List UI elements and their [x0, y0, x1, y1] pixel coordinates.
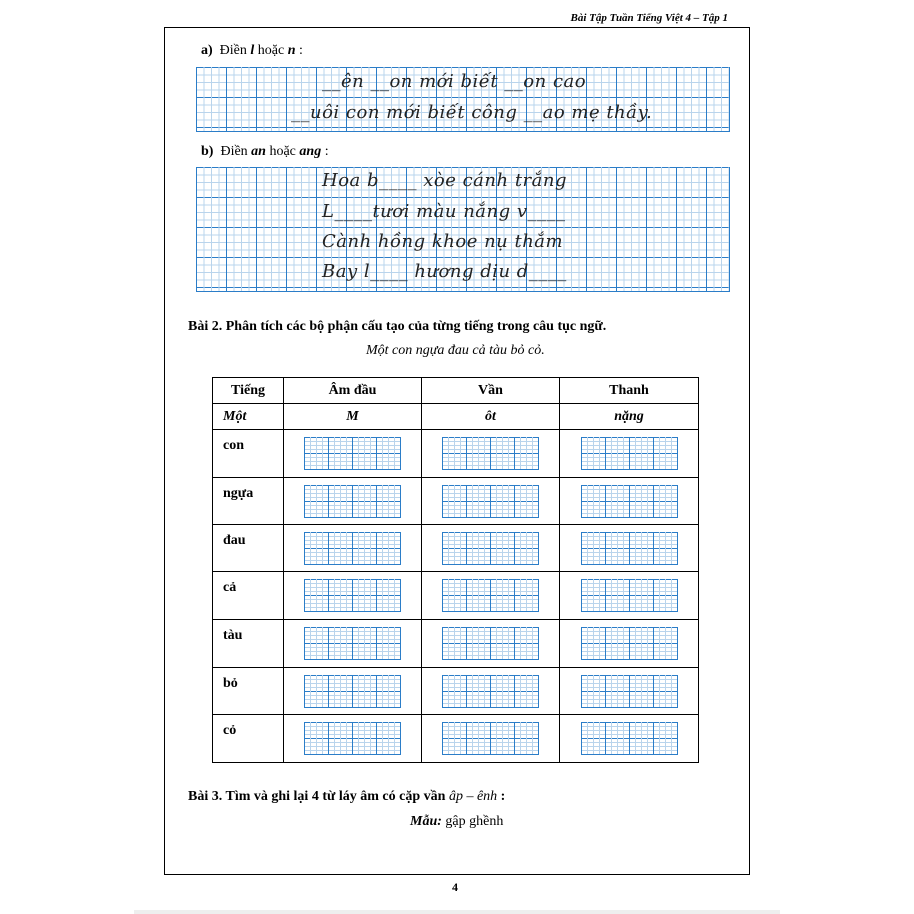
word-cell: con: [213, 430, 284, 478]
part-b-heading: b) Điền an hoặc ang :: [201, 144, 329, 159]
part-a-heading: a) Điền l hoặc n :: [201, 43, 303, 58]
word-cell: ngựa: [213, 478, 284, 525]
answer-cell[interactable]: [284, 668, 422, 715]
table-row: [213, 715, 699, 763]
writing-grid: [581, 627, 678, 660]
answer-cell[interactable]: [422, 478, 560, 525]
table-row: [213, 620, 699, 668]
writing-grid: [442, 722, 539, 755]
writing-grid: [304, 627, 401, 660]
answer-cell[interactable]: [284, 430, 422, 478]
answer-cell[interactable]: [560, 620, 699, 668]
answer-cell[interactable]: [284, 572, 422, 620]
answer-cell[interactable]: [560, 430, 699, 478]
column-header-tieng: Tiếng: [213, 378, 284, 404]
table-row: [213, 572, 699, 620]
part-b-line-3: Cành hồng khoe nụ thắm: [322, 231, 564, 252]
exercise-2-title: Bài 2. Phân tích các bộ phận cấu tạo của từng tiếng trong câu tục ngữ.: [188, 319, 607, 334]
writing-grid: [304, 675, 401, 708]
table-row: [213, 478, 699, 525]
answer-cell[interactable]: [560, 668, 699, 715]
answer-cell[interactable]: [560, 478, 699, 525]
rhyme-pair: âp – ênh: [448, 789, 498, 804]
example-word: Một: [213, 404, 284, 430]
example-van: ôt: [422, 404, 560, 430]
column-header-am-dau: Âm đầu: [284, 378, 422, 404]
proverb-sentence: Một con ngựa đau cả tàu bỏ cỏ.: [366, 343, 545, 358]
word-cell: bỏ: [213, 668, 284, 715]
answer-cell[interactable]: [284, 478, 422, 525]
answer-cell[interactable]: [422, 525, 560, 572]
table-row: [213, 668, 699, 715]
word-cell: đau: [213, 525, 284, 572]
writing-grid: [581, 485, 678, 518]
sample-line: [410, 814, 503, 830]
writing-grid: [581, 579, 678, 612]
table-row: [213, 525, 699, 572]
writing-grid: [442, 485, 539, 518]
writing-grid: [304, 579, 401, 612]
column-header-thanh: Thanh: [560, 378, 699, 404]
sample-word: gập ghềnh: [445, 814, 504, 829]
sample-label: Mẫu:: [410, 814, 442, 829]
writing-grid: [304, 722, 401, 755]
part-b-line-1: Hoa b____ xòe cánh trắng: [322, 170, 567, 191]
answer-cell[interactable]: [284, 525, 422, 572]
writing-grid: [581, 675, 678, 708]
word-cell: cả: [213, 572, 284, 620]
answer-cell[interactable]: [422, 715, 560, 763]
writing-grid: [304, 485, 401, 518]
part-a-line-1: __ên __on mới biết __on cao: [322, 71, 587, 92]
answer-cell[interactable]: [560, 525, 699, 572]
part-b-line-4: Bay l____ hương dịu d____: [322, 261, 567, 282]
answer-cell[interactable]: [560, 715, 699, 763]
exercise-3-title: Bài 3. Tìm và ghi lại 4 từ láy âm có cặp vần âp – ênh :: [188, 789, 506, 804]
writing-grid: [581, 722, 678, 755]
answer-cell[interactable]: [422, 668, 560, 715]
answer-cell[interactable]: [284, 620, 422, 668]
answer-cell[interactable]: [422, 572, 560, 620]
answer-cell[interactable]: [422, 430, 560, 478]
writing-grid: [304, 532, 401, 565]
page-number: 4: [452, 880, 458, 894]
writing-grid: [442, 675, 539, 708]
word-cell: tàu: [213, 620, 284, 668]
answer-cell[interactable]: [560, 572, 699, 620]
writing-grid: [581, 437, 678, 470]
example-row: [213, 404, 699, 430]
header-title: Bài Tập Tuần Tiếng Việt 4 – Tập 1: [570, 12, 728, 24]
writing-grid: [442, 627, 539, 660]
part-a-line-2: __uôi con mới biết công __ao mẹ thầy.: [291, 102, 653, 123]
writing-grid: [442, 532, 539, 565]
table-row: [213, 430, 699, 478]
word-cell: cỏ: [213, 715, 284, 763]
writing-grid: [442, 579, 539, 612]
answer-cell[interactable]: [284, 715, 422, 763]
part-b-line-2: L____tươi màu nắng v____: [322, 201, 566, 222]
example-thanh: nặng: [560, 404, 699, 430]
analysis-table: [212, 377, 699, 763]
writing-grid: [442, 437, 539, 470]
answer-cell[interactable]: [422, 620, 560, 668]
column-header-van: Vần: [422, 378, 560, 404]
example-am-dau: M: [284, 404, 422, 430]
writing-grid: [581, 532, 678, 565]
writing-grid: [304, 437, 401, 470]
bottom-strip: [134, 910, 780, 914]
